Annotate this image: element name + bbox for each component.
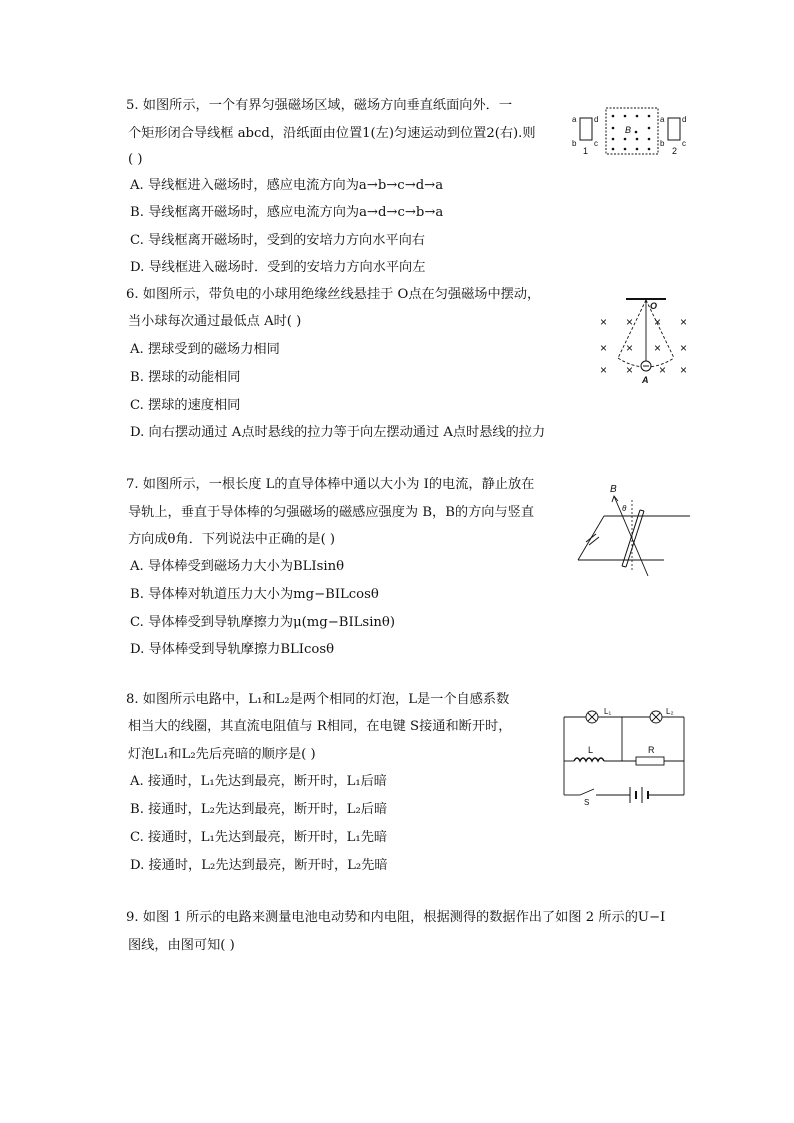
q8-stem-line3: 灯泡L₁和L₂先后亮暗的顺序是( ) bbox=[128, 747, 316, 762]
q5-label-c1: c bbox=[594, 139, 598, 148]
svg-text:×: × bbox=[600, 363, 608, 377]
q5-label-a1: a bbox=[572, 115, 577, 124]
q7-option-c: C. 导体棒受到导轨摩擦力为μ(mg−BILsinθ) bbox=[130, 615, 395, 630]
q6-stem-line2: 当小球每次通过最低点 A时( ) bbox=[128, 314, 302, 329]
q8-option-b: B. 接通时，L₂先达到最亮，断开时，L₂后暗 bbox=[130, 802, 388, 817]
svg-text:×: × bbox=[680, 315, 688, 329]
q5-label-d1: d bbox=[594, 115, 599, 124]
q6-pivot-label: O bbox=[650, 301, 658, 311]
q5-label-b2: b bbox=[660, 139, 665, 148]
q5-option-d: D. 导线框进入磁场时．受到的安培力方向水平向左 bbox=[130, 260, 426, 275]
q7-field-label: B bbox=[610, 484, 617, 495]
q6-option-c: C. 摆球的速度相同 bbox=[130, 398, 241, 413]
svg-text:×: × bbox=[626, 363, 634, 377]
q5-frame-2 bbox=[668, 118, 680, 140]
q5-option-b: B. 导线框离开磁场时，感应电流方向为a→d→c→b→a bbox=[130, 205, 444, 220]
q9-stem-line2: 图线，由图可知( ) bbox=[128, 938, 235, 953]
q6-option-d: D. 向右摆动通过 A点时悬线的拉力等于向左摆动通过 A点时悬线的拉力 bbox=[130, 425, 546, 440]
q8-option-d: D. 接通时，L₂先达到最亮，断开时，L₂先暗 bbox=[130, 858, 388, 873]
q7-option-d: D. 导体棒受到导轨摩擦力BLIcosθ bbox=[130, 642, 335, 657]
svg-text:×: × bbox=[659, 363, 667, 377]
q9-stem-line1: 9. 如图 1 所示的电路来测量电池电动势和内电阻，根据测得的数据作出了如图 2 所示的U−I bbox=[126, 910, 666, 925]
q5-label-b1: b bbox=[572, 139, 577, 148]
q6-stem-line1: 6. 如图所示，带负电的小球用绝缘丝线悬挂于 O点在匀强磁场中摆动， bbox=[126, 287, 541, 302]
q5-option-c: C. 导线框离开磁场时，受到的安培力方向水平向右 bbox=[130, 233, 425, 248]
q5-figure bbox=[570, 106, 700, 166]
q7-option-a: A. 导体棒受到磁场力大小为BLIsinθ bbox=[130, 559, 345, 574]
q6-figure bbox=[596, 296, 696, 384]
q7-stem-line2: 导轨上，垂直于导体棒的匀强磁场的磁感应强度为 B，B的方向与竖直 bbox=[128, 505, 535, 520]
q7-figure bbox=[574, 480, 694, 580]
q5-label-d2: d bbox=[682, 115, 687, 124]
q5-label-c2: c bbox=[682, 139, 686, 148]
q8-option-c: C. 接通时，L₁先达到最亮，断开时，L₁先暗 bbox=[130, 830, 388, 845]
q8-coil-label: L bbox=[588, 745, 594, 755]
q5-pos-1: 1 bbox=[583, 146, 589, 156]
q8-s-label: S bbox=[584, 798, 590, 807]
q8-figure bbox=[560, 703, 690, 807]
q5-stem-line2: 个矩形闭合导线框 abcd，沿纸面由位置1(左)匀速运动到位置2(右).则 bbox=[128, 126, 536, 141]
q8-r-label: R bbox=[648, 745, 655, 755]
q8-stem-line2: 相当大的线圈，其直流电阻值与 R相同，在电键 S接通和断开时， bbox=[128, 719, 512, 734]
q5-field-label: B bbox=[625, 125, 632, 135]
q8-l1-label: L₁ bbox=[604, 707, 612, 716]
q5-label-a2: a bbox=[660, 115, 665, 124]
q5-field-region bbox=[606, 108, 658, 154]
q5-pos-2: 2 bbox=[672, 146, 678, 156]
svg-text:×: × bbox=[680, 363, 688, 377]
q7-stem-line1: 7. 如图所示，一根长度 L的直导体棒中通以大小为 I的电流，静止放在 bbox=[126, 477, 535, 492]
q5-stem-line3: ( ) bbox=[128, 152, 143, 167]
q7-stem-line3: 方向成θ角．下列说法中正确的是( ) bbox=[128, 532, 336, 547]
svg-text:×: × bbox=[654, 341, 662, 355]
q6-bottom-label: A bbox=[642, 375, 649, 385]
svg-text:×: × bbox=[600, 315, 608, 329]
svg-text:×: × bbox=[680, 341, 688, 355]
svg-text:×: × bbox=[600, 341, 608, 355]
q6-option-a: A. 摆球受到的磁场力相同 bbox=[130, 342, 280, 357]
svg-text:×: × bbox=[654, 315, 662, 329]
q5-option-a: A. 导线框进入磁场时，感应电流方向为a→b→c→d→a bbox=[130, 178, 444, 193]
q7-option-b: B. 导体棒对轨道压力大小为mg−BILcosθ bbox=[130, 587, 379, 602]
q7-angle-label: θ bbox=[622, 504, 627, 513]
q8-option-a: A. 接通时，L₁先达到最亮，断开时，L₁后暗 bbox=[130, 774, 387, 789]
q5-stem-line1: 5. 如图所示，一个有界匀强磁场区域，磁场方向垂直纸面向外．一 bbox=[126, 98, 513, 113]
q8-stem-line1: 8. 如图所示电路中，L₁和L₂是两个相同的灯泡，L是一个自感系数 bbox=[126, 692, 510, 707]
q6-option-b: B. 摆球的动能相同 bbox=[130, 370, 241, 385]
svg-text:×: × bbox=[626, 341, 634, 355]
q5-frame-1 bbox=[580, 118, 592, 140]
q8-l2-label: L₂ bbox=[666, 707, 674, 716]
svg-text:×: × bbox=[626, 315, 634, 329]
